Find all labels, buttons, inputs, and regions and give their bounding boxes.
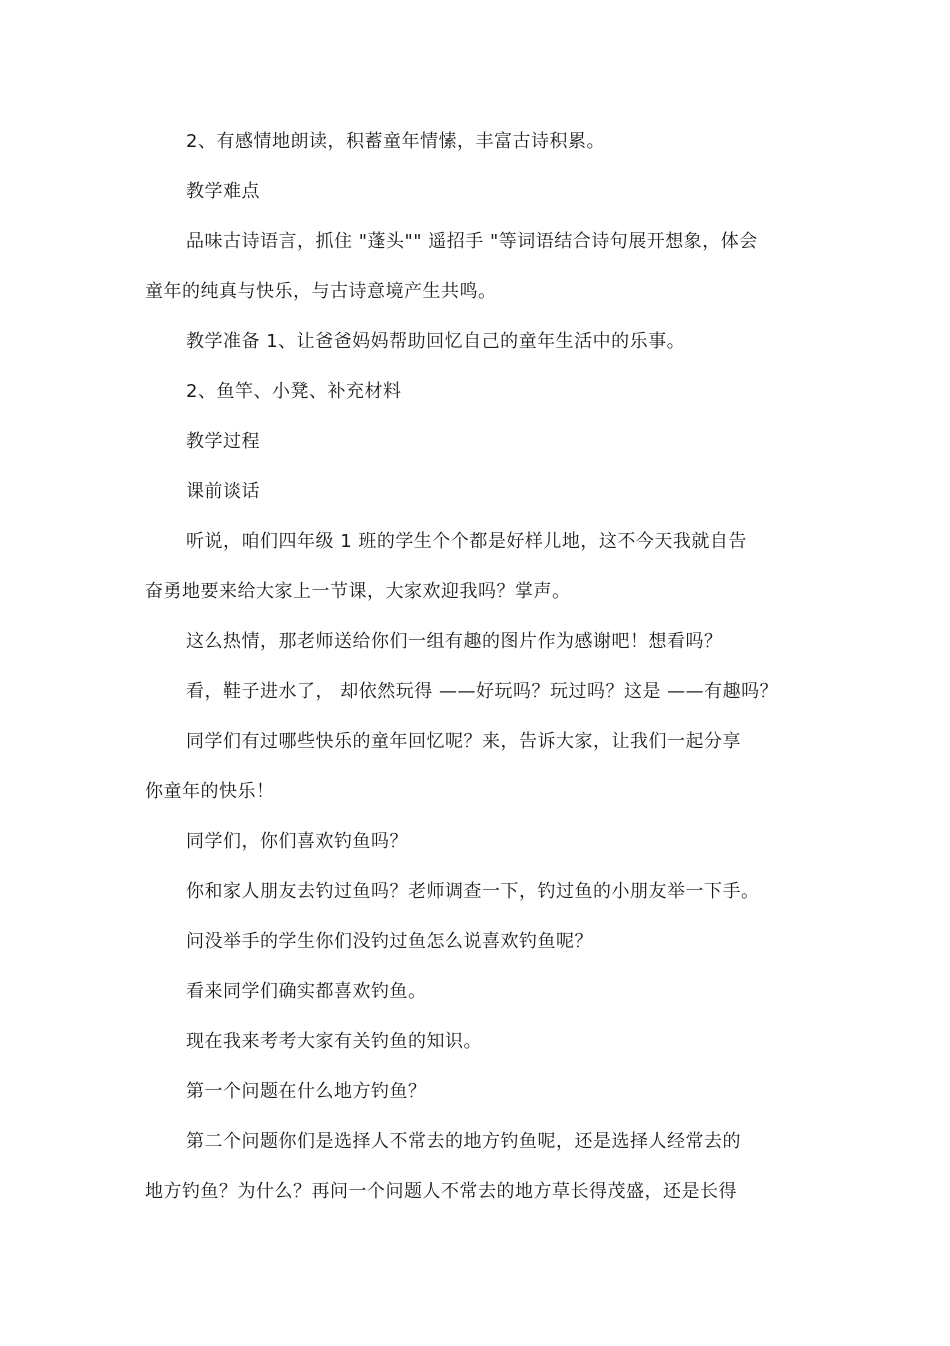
text-line: 看，鞋子进水了， 却依然玩得 ——好玩吗？玩过吗？这是 ——有趣吗？	[186, 681, 779, 702]
text-line: 第一个问题在什么地方钓鱼？	[186, 1081, 427, 1102]
text-line: 同学们有过哪些快乐的童年回忆呢？来，告诉大家，让我们一起分享	[186, 731, 741, 752]
text-line: 童年的纯真与快乐，与古诗意境产生共鸣。	[145, 281, 497, 302]
text-line: 2、鱼竿、小凳、补充材料	[186, 381, 402, 402]
text-line: 这么热情，那老师送给你们一组有趣的图片作为感谢吧！想看吗？	[186, 631, 723, 652]
text-line: 品味古诗语言，抓住 "蓬头"" 遥招手 "等词语结合诗句展开想象，体会	[186, 231, 758, 252]
text-line: 现在我来考考大家有关钓鱼的知识。	[186, 1031, 482, 1052]
text-line: 你童年的快乐！	[145, 781, 275, 802]
text-line: 问没举手的学生你们没钓过鱼怎么说喜欢钓鱼呢？	[186, 931, 593, 952]
text-line: 2、有感情地朗读，积蓄童年情愫，丰富古诗积累。	[186, 131, 605, 152]
text-line: 奋勇地要来给大家上一节课，大家欢迎我吗？掌声。	[145, 581, 571, 602]
text-line: 听说，咱们四年级 1 班的学生个个都是好样儿地，这不今天我就自告	[186, 531, 747, 552]
section-heading: 教学难点	[186, 181, 260, 202]
section-heading: 课前谈话	[186, 481, 260, 502]
text-line: 教学准备 1、让爸爸妈妈帮助回忆自己的童年生活中的乐事。	[186, 331, 686, 352]
text-line: 第二个问题你们是选择人不常去的地方钓鱼呢，还是选择人经常去的	[186, 1131, 741, 1152]
text-line: 你和家人朋友去钓过鱼吗？老师调查一下，钓过鱼的小朋友举一下手。	[186, 881, 760, 902]
text-line: 看来同学们确实都喜欢钓鱼。	[186, 981, 427, 1002]
section-heading: 教学过程	[186, 431, 260, 452]
text-line: 地方钓鱼？为什么？再问一个问题人不常去的地方草长得茂盛，还是长得	[145, 1181, 737, 1202]
text-line: 同学们，你们喜欢钓鱼吗？	[186, 831, 408, 852]
